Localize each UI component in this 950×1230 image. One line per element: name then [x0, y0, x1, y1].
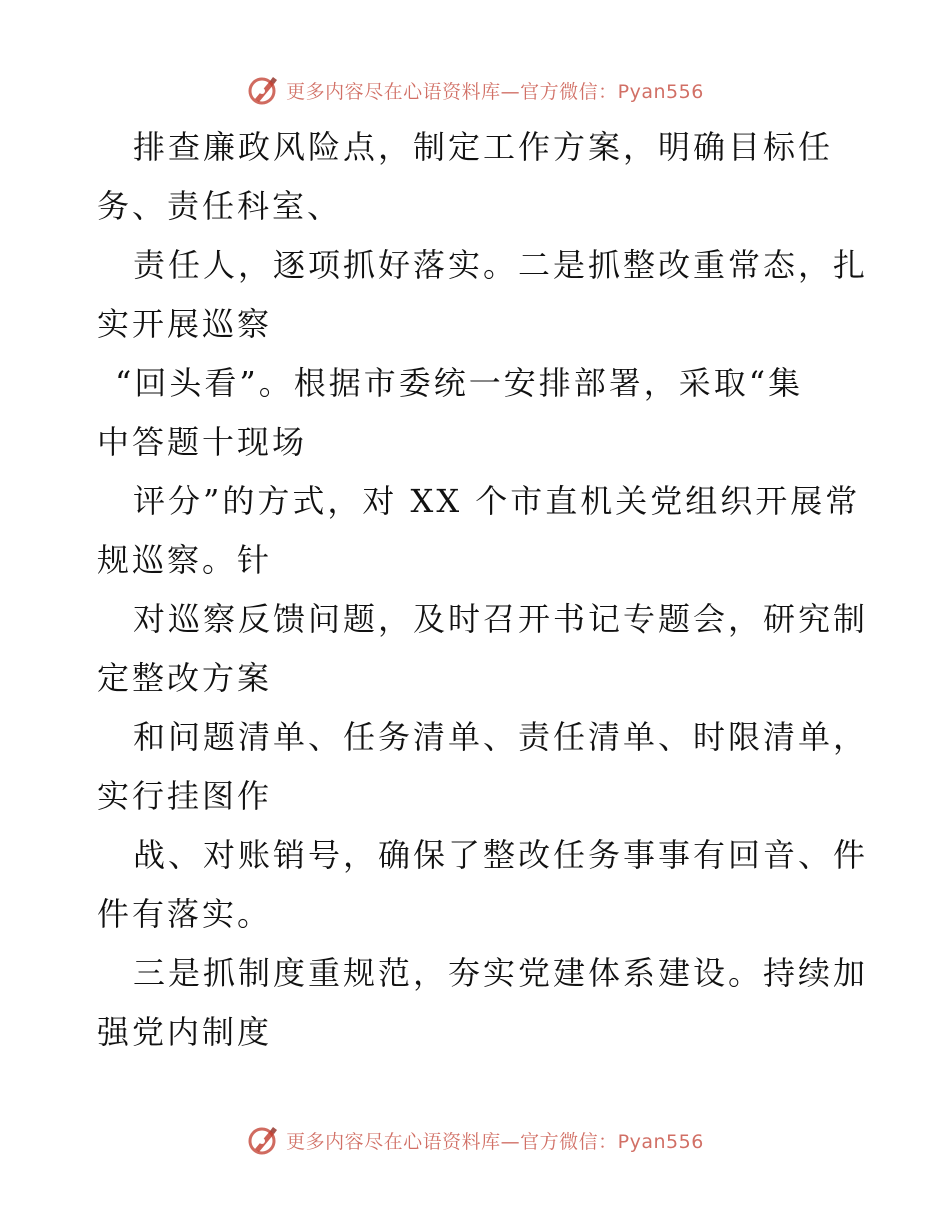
header-banner-text: 更多内容尽在心语资料库—官方微信：Pyan556: [286, 80, 704, 103]
text-line: 三是抓制度重规范，夯实党建体系建设。持续加: [133, 954, 869, 992]
text-line: 和问题清单、任务清单、责任清单、时限清单，: [133, 718, 869, 756]
pen-ring-logo-icon: [246, 1123, 280, 1157]
footer-banner-text: 更多内容尽在心语资料库—官方微信：Pyan556: [286, 1130, 704, 1153]
text-line: 责任人，逐项抓好落实。二是抓整改重常态，扎: [133, 246, 869, 284]
text-line: 强党内制度: [97, 1013, 273, 1051]
pen-ring-logo-icon: [246, 73, 280, 107]
text-line: 件有落实。: [97, 895, 273, 933]
text-line: 中答题十现场: [97, 423, 308, 461]
header-banner: [0, 70, 950, 110]
text-line: 实行挂图作: [97, 777, 273, 815]
text-line: 规巡察。针: [97, 541, 273, 579]
text-line: 对巡察反馈问题，及时召开书记专题会，研究制: [133, 600, 869, 638]
text-line: “回头看”。根据市委统一安排部署，采取“集: [115, 364, 804, 402]
text-line: 定整改方案: [97, 659, 273, 697]
footer-banner: [0, 1120, 950, 1160]
text-line: 实开展巡察: [97, 305, 273, 343]
text-line: 战、对账销号，确保了整改任务事事有回音、件: [133, 836, 869, 874]
document-body: [97, 118, 869, 1062]
text-line: 排查廉政风险点，制定工作方案，明确目标任: [133, 128, 834, 166]
text-line: 评分”的方式，对 XX 个市直机关党组织开展常: [133, 482, 861, 520]
text-line: 务、责任科室、: [97, 187, 343, 225]
